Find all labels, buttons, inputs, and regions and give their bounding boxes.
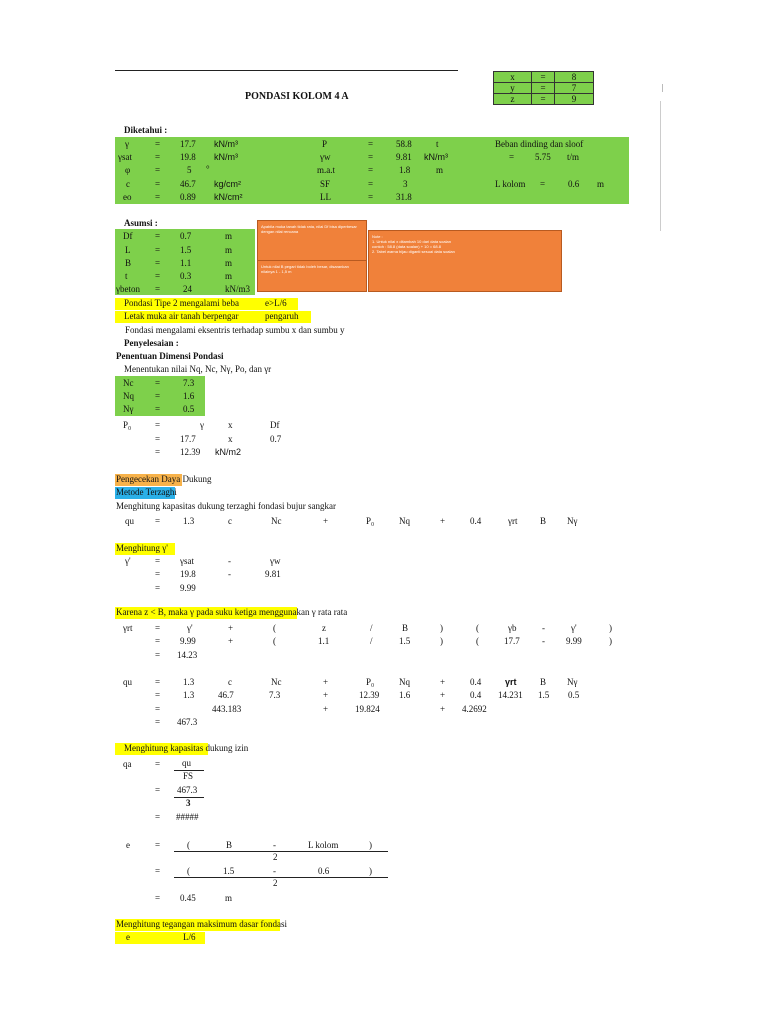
e-fraction-line-2 bbox=[174, 877, 388, 878]
last-l6: L/6 bbox=[183, 932, 196, 942]
statement-e-l6: e>L/6 bbox=[265, 298, 287, 308]
table-row: z = 9 bbox=[494, 94, 594, 105]
diketahui-heading: Diketahui : bbox=[124, 125, 168, 135]
e-r2-b: 1.5 bbox=[223, 866, 235, 876]
penyelesaian-heading: Penyelesaian : bbox=[124, 338, 179, 348]
gamma-heading: Menghitung γ' bbox=[116, 543, 168, 553]
e-fraction-line-1 bbox=[174, 851, 388, 852]
qa-den-2: 3 bbox=[186, 798, 191, 808]
e-r1-open: ( bbox=[187, 840, 190, 850]
e-r2-lkolom: 0.6 bbox=[318, 866, 330, 876]
edge-mark bbox=[660, 101, 661, 231]
karena-text: Karena z < B, maka γ pada suku ketiga menggunakan γ rata rata bbox=[116, 607, 348, 617]
table-row: y = 7 bbox=[494, 83, 594, 94]
menentukan-text: Menentukan nilai Nq, Nc, Nγ, Po, dan γr bbox=[124, 364, 272, 374]
xyz-table bbox=[493, 71, 594, 105]
note-box-b: Untuk nilai B pegari tidak boleh besar, disarankan nilainya 1 - 1,5 m bbox=[257, 260, 367, 292]
qa-eq-2: = bbox=[155, 785, 161, 795]
e-d1: 2 bbox=[273, 852, 278, 862]
e-eq-2: = bbox=[155, 866, 161, 876]
qa-eq-3: = bbox=[155, 812, 161, 822]
qa-num-2: 467.3 bbox=[177, 785, 198, 795]
note-box-df: Apabila muka tanah tidak rata, nilai Df bisa diperbesar dengan nilai rencana bbox=[257, 220, 367, 262]
e-eq-3: = bbox=[155, 893, 161, 903]
top-rule bbox=[115, 70, 458, 71]
note-box-instructions: Note : 1. Untuk nilai x ditambah 10 dari data soalan contoh : 58.8 (data soalan) + 10 = 68.8 2. Tabel warna hijau diganti sesuai data soalan bbox=[368, 230, 562, 292]
statement-pondasi-tipe: Pondasi Tipe 2 mengalami beba bbox=[124, 298, 239, 308]
qa-num: qu bbox=[182, 758, 191, 768]
tegangan-heading: Menghitung tegangan maksimum dasar fondasi bbox=[116, 919, 287, 929]
e-r2-minus: - bbox=[273, 866, 276, 876]
statement-pengaruh: pengaruh bbox=[265, 311, 299, 321]
e-r2-close: ) bbox=[369, 866, 372, 876]
e-label: e bbox=[126, 840, 130, 850]
kapasitas-text: Menghitung kapasitas dukung terzaghi fondasi bujur sangkar bbox=[116, 501, 336, 511]
e-r1-close: ) bbox=[369, 840, 372, 850]
penentuan-heading: Penentuan Dimensi Pondasi bbox=[116, 351, 224, 361]
last-e: e bbox=[126, 932, 130, 942]
table-row: x = 8 bbox=[494, 72, 594, 83]
qa-den: FS bbox=[183, 771, 194, 781]
e-r2-open: ( bbox=[187, 866, 190, 876]
page-title: PONDASI KOLOM 4 A bbox=[245, 91, 349, 102]
qa-eq: = bbox=[155, 759, 161, 769]
metode-heading: Metode Terzaghi bbox=[116, 487, 177, 497]
asumsi-heading: Asumsi : bbox=[124, 218, 158, 228]
pengecekan-heading: Pengecekan Daya Dukung bbox=[116, 474, 212, 484]
izin-heading: Menghitung kapasitas dukung izin bbox=[124, 743, 249, 753]
qa-label: qa bbox=[123, 759, 132, 769]
statement-muka-air: Letak muka air tanah berpengar bbox=[124, 311, 239, 321]
e-r1-b: B bbox=[226, 840, 233, 850]
e-r1-minus: - bbox=[273, 840, 276, 850]
qa-result: ##### bbox=[176, 812, 199, 822]
e-d2: 2 bbox=[273, 878, 278, 888]
e-r1-lkolom: L kolom bbox=[308, 840, 339, 850]
statement-eksentris: Fondasi mengalami eksentris terhadap sumbu x dan sumbu y bbox=[125, 325, 345, 335]
e-result: 0.45 bbox=[180, 893, 196, 903]
e-eq: = bbox=[155, 840, 161, 850]
edge-mark bbox=[662, 84, 663, 92]
e-unit: m bbox=[225, 893, 233, 903]
